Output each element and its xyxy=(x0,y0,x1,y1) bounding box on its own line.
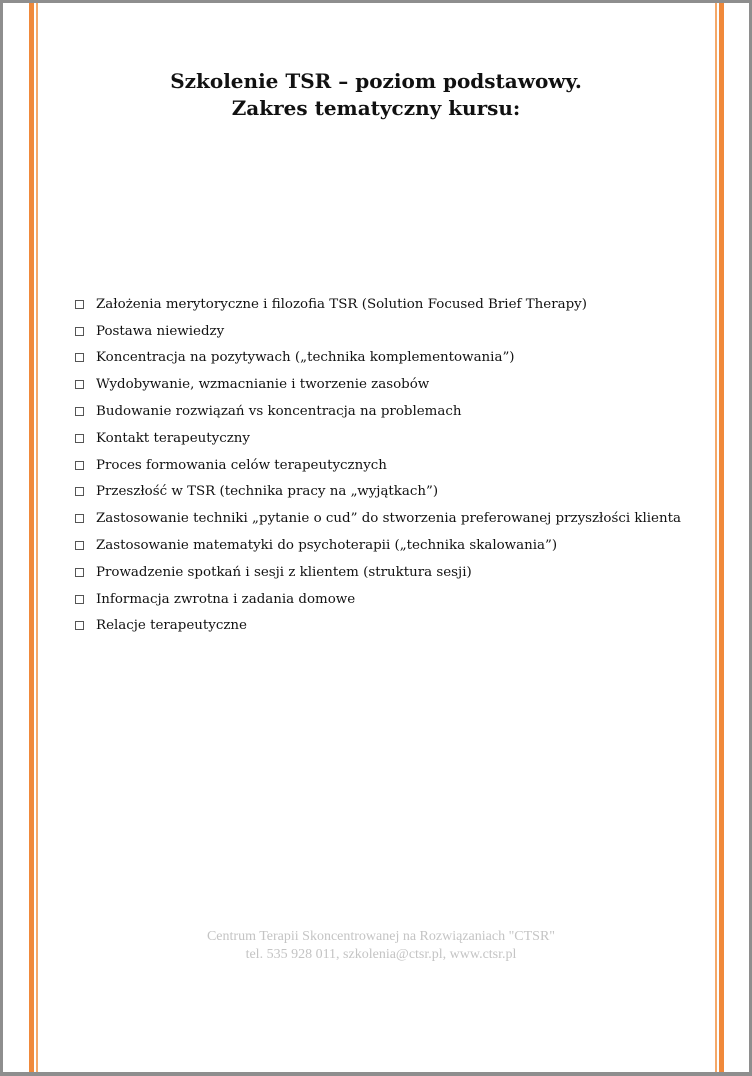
checkbox-icon xyxy=(75,407,84,416)
list-item xyxy=(73,452,681,479)
checkbox-icon xyxy=(75,380,84,389)
topic-text: Wydobywanie, wzmacnianie i tworzenie zasobów xyxy=(96,377,430,393)
document-page xyxy=(3,3,749,1072)
left-orange-stripe xyxy=(29,3,34,1072)
right-orange-stripe xyxy=(719,3,724,1072)
list-item xyxy=(73,291,681,318)
topic-text: Zastosowanie matematyki do psychoterapii („technika skalowania”) xyxy=(96,538,558,554)
list-item xyxy=(73,586,681,613)
checkbox-icon xyxy=(75,353,84,362)
footer-contact: tel. 535 928 011, szkolenia@ctsr.pl, www.ctsr.pl xyxy=(245,947,517,962)
list-item xyxy=(73,398,681,425)
checkbox-icon xyxy=(75,621,84,630)
list-item xyxy=(73,505,681,532)
checkbox-icon xyxy=(75,327,84,336)
footer-organization: Centrum Terapii Skoncentrowanej na Rozwiązaniach "CTSR" xyxy=(206,929,556,944)
checkbox-icon xyxy=(75,461,84,470)
list-item xyxy=(73,425,681,452)
topics-list xyxy=(73,291,681,639)
list-item xyxy=(73,532,681,559)
left-orange-thin-stripe xyxy=(36,3,38,1072)
topic-text: Koncentracja na pozytywach („technika komplementowania”) xyxy=(96,350,515,366)
topic-text: Proces formowania celów terapeutycznych xyxy=(96,457,387,473)
title-line-1: Szkolenie TSR – poziom podstawowy. xyxy=(170,69,582,93)
checkbox-icon xyxy=(75,568,84,577)
topic-text: Informacja zwrotna i zadania domowe xyxy=(96,591,356,607)
page-title xyxy=(3,68,749,122)
checkbox-icon xyxy=(75,595,84,604)
topic-text: Budowanie rozwiązań vs koncentracja na problemach xyxy=(96,404,462,420)
checkbox-icon xyxy=(75,300,84,309)
checkbox-icon xyxy=(75,541,84,550)
list-item xyxy=(73,613,681,640)
list-item xyxy=(73,371,681,398)
topic-text: Zastosowanie techniki „pytanie o cud” do stworzenia preferowanej przyszłości klienta xyxy=(96,511,681,527)
title-line-2: Zakres tematyczny kursu: xyxy=(231,96,521,120)
right-orange-thin-stripe xyxy=(715,3,717,1072)
list-item xyxy=(73,559,681,586)
topic-text: Przeszłość w TSR (technika pracy na „wyjątkach”) xyxy=(96,484,439,500)
list-item xyxy=(73,345,681,372)
checkbox-icon xyxy=(75,487,84,496)
topic-text: Prowadzenie spotkań i sesji z klientem (struktura sesji) xyxy=(96,564,472,580)
list-item xyxy=(73,318,681,345)
topic-text: Relacje terapeutyczne xyxy=(96,618,247,634)
topic-text: Założenia merytoryczne i filozofia TSR (Solution Focused Brief Therapy) xyxy=(96,296,587,312)
topic-text: Postawa niewiedzy xyxy=(96,323,225,339)
page-footer xyxy=(3,928,749,964)
list-item xyxy=(73,479,681,506)
checkbox-icon xyxy=(75,514,84,523)
checkbox-icon xyxy=(75,434,84,443)
topic-text: Kontakt terapeutyczny xyxy=(96,430,250,446)
